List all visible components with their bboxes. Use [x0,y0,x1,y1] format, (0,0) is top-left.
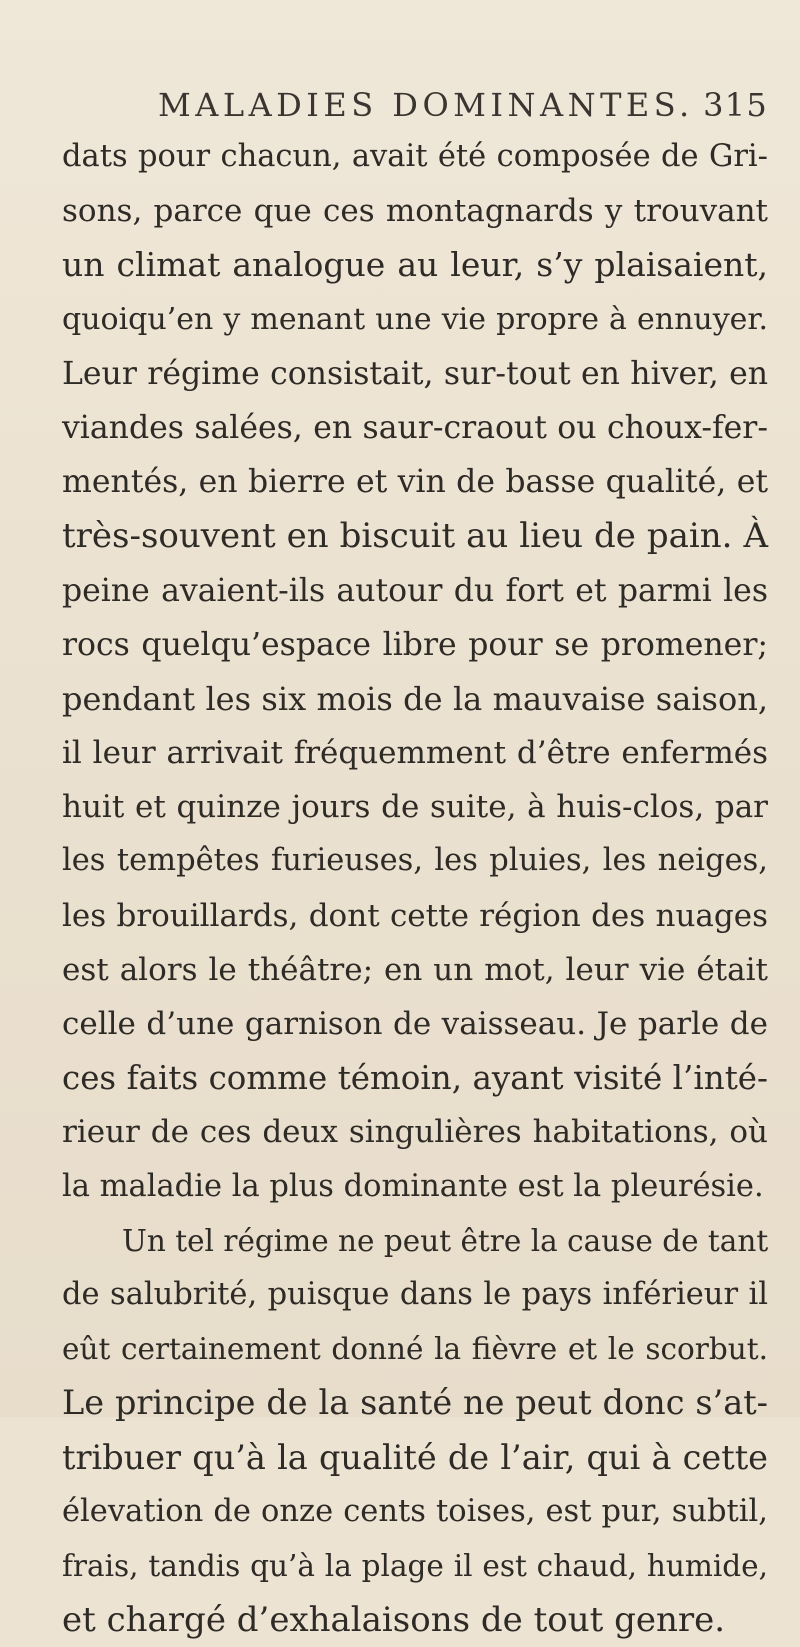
text-line: très-souvent en biscuit au lieu de pain. À [62,516,768,557]
text-line: viandes salées, en saur-craout ou choux-fer- [62,409,768,446]
page-number: 315 [703,86,768,124]
text-line: eût certainement donné la fièvre et le scorbut. [62,1332,768,1367]
text-line: mentés, en bierre et vin de basse qualité, et [62,464,768,501]
body-text [62,130,768,1647]
text-line: quoiqu’en y menant une vie propre à ennuyer. [62,301,768,337]
text-line: huit et quinze jours de suite, à huis-clos, par [62,789,768,826]
text-line: la maladie la plus dominante est la pleurésie. [62,1168,764,1204]
text-line: ces faits comme témoin, ayant visité l’inté- [62,1059,768,1098]
text-line: Le principe de la santé ne peut donc s’at- [62,1383,768,1423]
text-line: Un tel régime ne peut être la cause de tant [122,1223,769,1258]
text-line: frais, tandis qu’à la plage il est chaud, humide, [62,1548,768,1583]
text-line: sons, parce que ces montagnards y trouvant [62,193,768,230]
running-head-title: MALADIES DOMINANTES. [158,86,694,124]
text-line: rieur de ces deux singulières habitations, où [62,1114,768,1151]
text-line: celle d’une garnison de vaisseau. Je parle de [62,1006,768,1042]
text-line: tribuer qu’à la qualité de l’air, qui à cette [62,1437,768,1477]
text-line: pendant les six mois de la mauvaise saison, [62,679,768,718]
text-line: peine avaient-ils autour du fort et parmi les [62,572,768,609]
text-line: Leur régime consistait, sur-tout en hiver, en [62,355,768,392]
text-line: dats pour chacun, avait été composée de Gri- [62,139,768,174]
text-line: de salubrité, puisque dans le pays inférieur il [62,1276,768,1312]
text-line: rocs quelqu’espace libre pour se promener; [62,626,768,663]
text-line: les brouillards, dont cette région des nuages [62,897,768,934]
text-line: est alors le théâtre; en un mot, leur vie était [62,951,768,988]
text-line: et chargé d’exhalaisons de tout genre. [62,1600,726,1641]
running-head [158,86,768,136]
text-line: les tempêtes furieuses, les pluies, les neiges, [62,843,768,879]
text-line: il leur arrivait fréquemment d’être enfermés [62,735,768,772]
text-line: élevation de onze cents toises, est pur, subtil, [62,1493,768,1529]
text-line: un climat analogue au leur, s’y plaisaient, [62,245,768,285]
